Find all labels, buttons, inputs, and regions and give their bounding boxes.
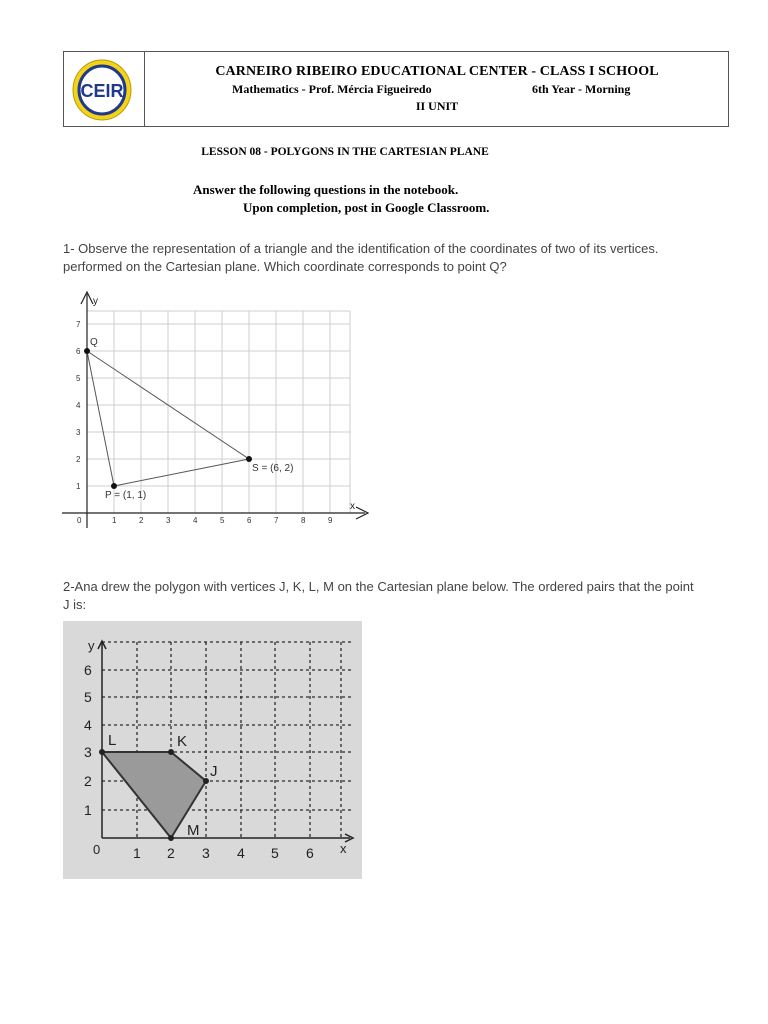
graph2-y-tick: 6 xyxy=(84,662,92,678)
graph2-y-tick: 4 xyxy=(84,717,92,733)
polygon-photo xyxy=(63,621,362,879)
graph1-x-tick: 1 xyxy=(112,516,117,525)
graph2-origin-label: 0 xyxy=(93,842,101,857)
point-p-marker xyxy=(111,483,117,489)
graph2-y-tick: 2 xyxy=(84,773,92,789)
point-m-label: M xyxy=(187,822,200,839)
graph1-x-tick: 2 xyxy=(139,516,144,525)
triangle-graph xyxy=(60,288,380,538)
graph2-x-tick: 4 xyxy=(237,845,245,861)
graph2-x-tick: 1 xyxy=(133,845,141,861)
point-q-label: Q xyxy=(90,337,98,348)
graph1-x-tick: 9 xyxy=(328,516,333,525)
graph1-y-tick: 1 xyxy=(76,482,81,491)
graph2-x-tick: 6 xyxy=(306,845,314,861)
point-s-label: S = (6, 2) xyxy=(252,463,294,474)
point-s-marker xyxy=(246,456,252,462)
graph2-x-tick: 5 xyxy=(271,845,279,861)
graph1-grid xyxy=(87,311,350,513)
unit-line: II UNIT xyxy=(415,99,459,113)
graph1-x-tick: 8 xyxy=(301,516,306,525)
point-m-marker xyxy=(168,835,174,841)
question-1-text: 1- Observe the representation of a triangle and the identification of the coordinates of two of its vertices. performed on the Cartesian plane. Which coordinate corresponds to point Q? xyxy=(63,241,659,274)
graph2-x-label: x xyxy=(340,841,347,856)
graph2-y-tick: 5 xyxy=(84,689,92,705)
graph2-x-tick: 2 xyxy=(167,845,175,861)
logo-cell xyxy=(64,52,145,126)
school-name: CARNEIRO RIBEIRO EDUCATIONAL CENTER - CLASS I SCHOOL xyxy=(215,64,659,79)
grade-line: 6th Year - Morning xyxy=(532,82,631,96)
graph2-y-label: y xyxy=(88,638,95,653)
subject-line: Mathematics - Prof. Mércia Figueiredo xyxy=(232,82,432,96)
header-box xyxy=(63,51,729,127)
graph1-x-ticks xyxy=(77,516,333,525)
point-j-marker xyxy=(203,778,209,784)
graph1-x-tick: 5 xyxy=(220,516,225,525)
instruction-line-2: Upon completion, post in Google Classroom. xyxy=(243,200,490,215)
graph1-y-tick: 7 xyxy=(76,320,81,329)
graph2-y-tick: 3 xyxy=(84,744,92,760)
graph1-x-tick: 6 xyxy=(247,516,252,525)
graph1-x-tick: 4 xyxy=(193,516,198,525)
graph1-x-tick: 7 xyxy=(274,516,279,525)
graph1-y-tick: 6 xyxy=(76,347,81,356)
instruction-line-1: Answer the following questions in the notebook. xyxy=(193,182,459,197)
graph1-y-tick: 2 xyxy=(76,455,81,464)
graph1-y-ticks xyxy=(76,320,81,491)
graph1-y-tick: 5 xyxy=(76,374,81,383)
point-q-marker xyxy=(84,348,90,354)
graph1-y-label: y xyxy=(93,296,98,307)
point-k-marker xyxy=(168,749,174,755)
point-l-marker xyxy=(99,749,105,755)
point-p-label: P = (1, 1) xyxy=(105,490,147,501)
graph1-y-tick: 4 xyxy=(76,401,81,410)
graph1-x-tick: 0 xyxy=(77,516,82,525)
lesson-title xyxy=(0,146,768,158)
school-logo xyxy=(70,58,134,122)
graph1-x-label: x xyxy=(350,501,355,512)
lesson-title-text: LESSON 08 - POLYGONS IN THE CARTESIAN PLANE xyxy=(201,146,489,158)
question-2-text: 2-Ana drew the polygon with vertices J, K, L, M on the Cartesian plane below. The ordered pairs that the point J is: xyxy=(63,579,694,612)
photo-background xyxy=(63,621,362,879)
graph2-x-tick: 3 xyxy=(202,845,210,861)
point-l-label: L xyxy=(108,732,117,749)
logo-text: CEIR xyxy=(80,81,124,101)
graph1-x-tick: 3 xyxy=(166,516,171,525)
graph2-y-tick: 1 xyxy=(84,802,92,818)
graph1-y-tick: 3 xyxy=(76,428,81,437)
point-k-label: K xyxy=(177,733,188,750)
point-j-label: J xyxy=(210,763,218,780)
